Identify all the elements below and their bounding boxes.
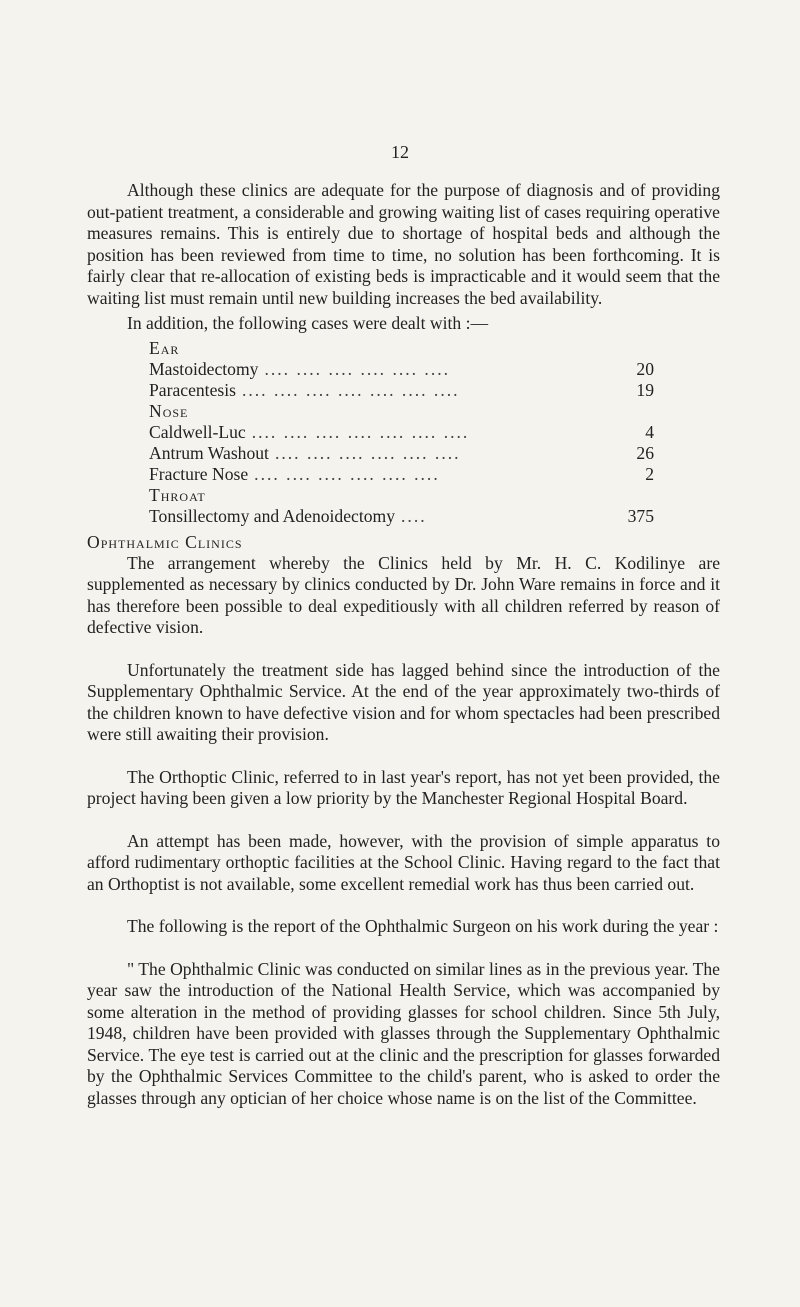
paragraph: The Orthoptic Clinic, referred to in last year's report, has not yet been provided, the project having been given a low priority by the Manchester Regional Hospital Board. bbox=[87, 766, 720, 808]
addition-line: In addition, the following cases were dealt with :— bbox=[127, 313, 489, 333]
leader-dots: .... .... .... .... .... .... bbox=[274, 442, 461, 463]
case-count: 4 bbox=[645, 421, 654, 442]
throat-heading: Throat bbox=[149, 484, 206, 505]
list-item bbox=[149, 359, 654, 380]
list-item bbox=[149, 506, 654, 527]
case-count: 20 bbox=[636, 358, 654, 379]
list-item bbox=[149, 380, 654, 401]
cases-list bbox=[149, 338, 654, 527]
page-number: 12 bbox=[391, 142, 409, 162]
intro-paragraph: Although these clinics are adequate for the purpose of diagnosis and of providing out-patient treatment, a considerable and growing waiting list of cases requiring operative measures remains. This is entirely due to shortage of hospital beds and although the position has been reviewed from time to time, no solution has been forthcoming. It is fairly clear that re-allocation of existing beds is impracticable and it would seem that the waiting list must remain until new building increases the bed availability. bbox=[87, 180, 720, 308]
leader-dots: .... .... .... .... .... .... bbox=[254, 463, 440, 484]
case-count: 26 bbox=[636, 442, 654, 463]
paragraph: Unfortunately the treatment side has lagged behind since the introduction of the Supplementary Ophthalmic Service. At the end of the year approximately two-thirds of the children known to have defective vision and for whom spectacles had been prescribed were still awaiting their provision. bbox=[87, 659, 720, 744]
case-name: Tonsillectomy and Adenoidectomy bbox=[149, 505, 396, 526]
paragraph: " The Ophthalmic Clinic was conducted on similar lines as in the previous year. The year saw the introduction of the National Health Service, which was accompanied by some alteration in the method of providing glasses for school children. Since 5th July, 1948, children have been provided with glasses through the Supplementary Ophthalmic Service. The eye test is carried out at the clinic and the prescription for glasses forwarded by the Ophthalmic Services Committee to the child's parent, who is asked to order the glasses through any optician of her choice whose name is on the list of the Committee. bbox=[87, 958, 720, 1108]
nose-heading: Nose bbox=[149, 400, 189, 421]
page-body bbox=[87, 180, 720, 1109]
paragraph: The arrangement whereby the Clinics held by Mr. H. C. Kodilinye are supplemented as necessary by clinics conducted by Dr. John Ware remains in force and it has therefore been possible to deal expeditiously with all children referred by reason of defective vision. bbox=[87, 552, 720, 637]
case-name: Caldwell-Luc bbox=[149, 421, 246, 442]
leader-dots: .... .... .... .... .... .... .... bbox=[251, 421, 470, 442]
case-count: 375 bbox=[627, 505, 654, 526]
case-count: 19 bbox=[636, 379, 654, 400]
leader-dots: .... bbox=[401, 505, 427, 526]
paragraph: The following is the report of the Ophthalmic Surgeon on his work during the year : bbox=[127, 916, 719, 936]
paragraph: An attempt has been made, however, with the provision of simple apparatus to afford rudimentary orthoptic facilities at the School Clinic. Having regard to the fact that an Orthoptist is not available, some excellent remedial work has thus been carried out. bbox=[87, 830, 720, 894]
ear-heading: Ear bbox=[149, 337, 180, 358]
case-name: Paracentesis bbox=[149, 379, 236, 400]
list-item bbox=[149, 464, 654, 485]
case-name: Antrum Washout bbox=[149, 442, 269, 463]
case-name: Fracture Nose bbox=[149, 463, 249, 484]
leader-dots: .... .... .... .... .... .... .... bbox=[241, 379, 460, 400]
case-count: 2 bbox=[645, 463, 654, 484]
list-item bbox=[149, 422, 654, 443]
section-heading: Ophthalmic Clinics bbox=[87, 531, 243, 552]
leader-dots: .... .... .... .... .... .... bbox=[264, 358, 451, 379]
list-item bbox=[149, 443, 654, 464]
case-name: Mastoidectomy bbox=[149, 358, 259, 379]
